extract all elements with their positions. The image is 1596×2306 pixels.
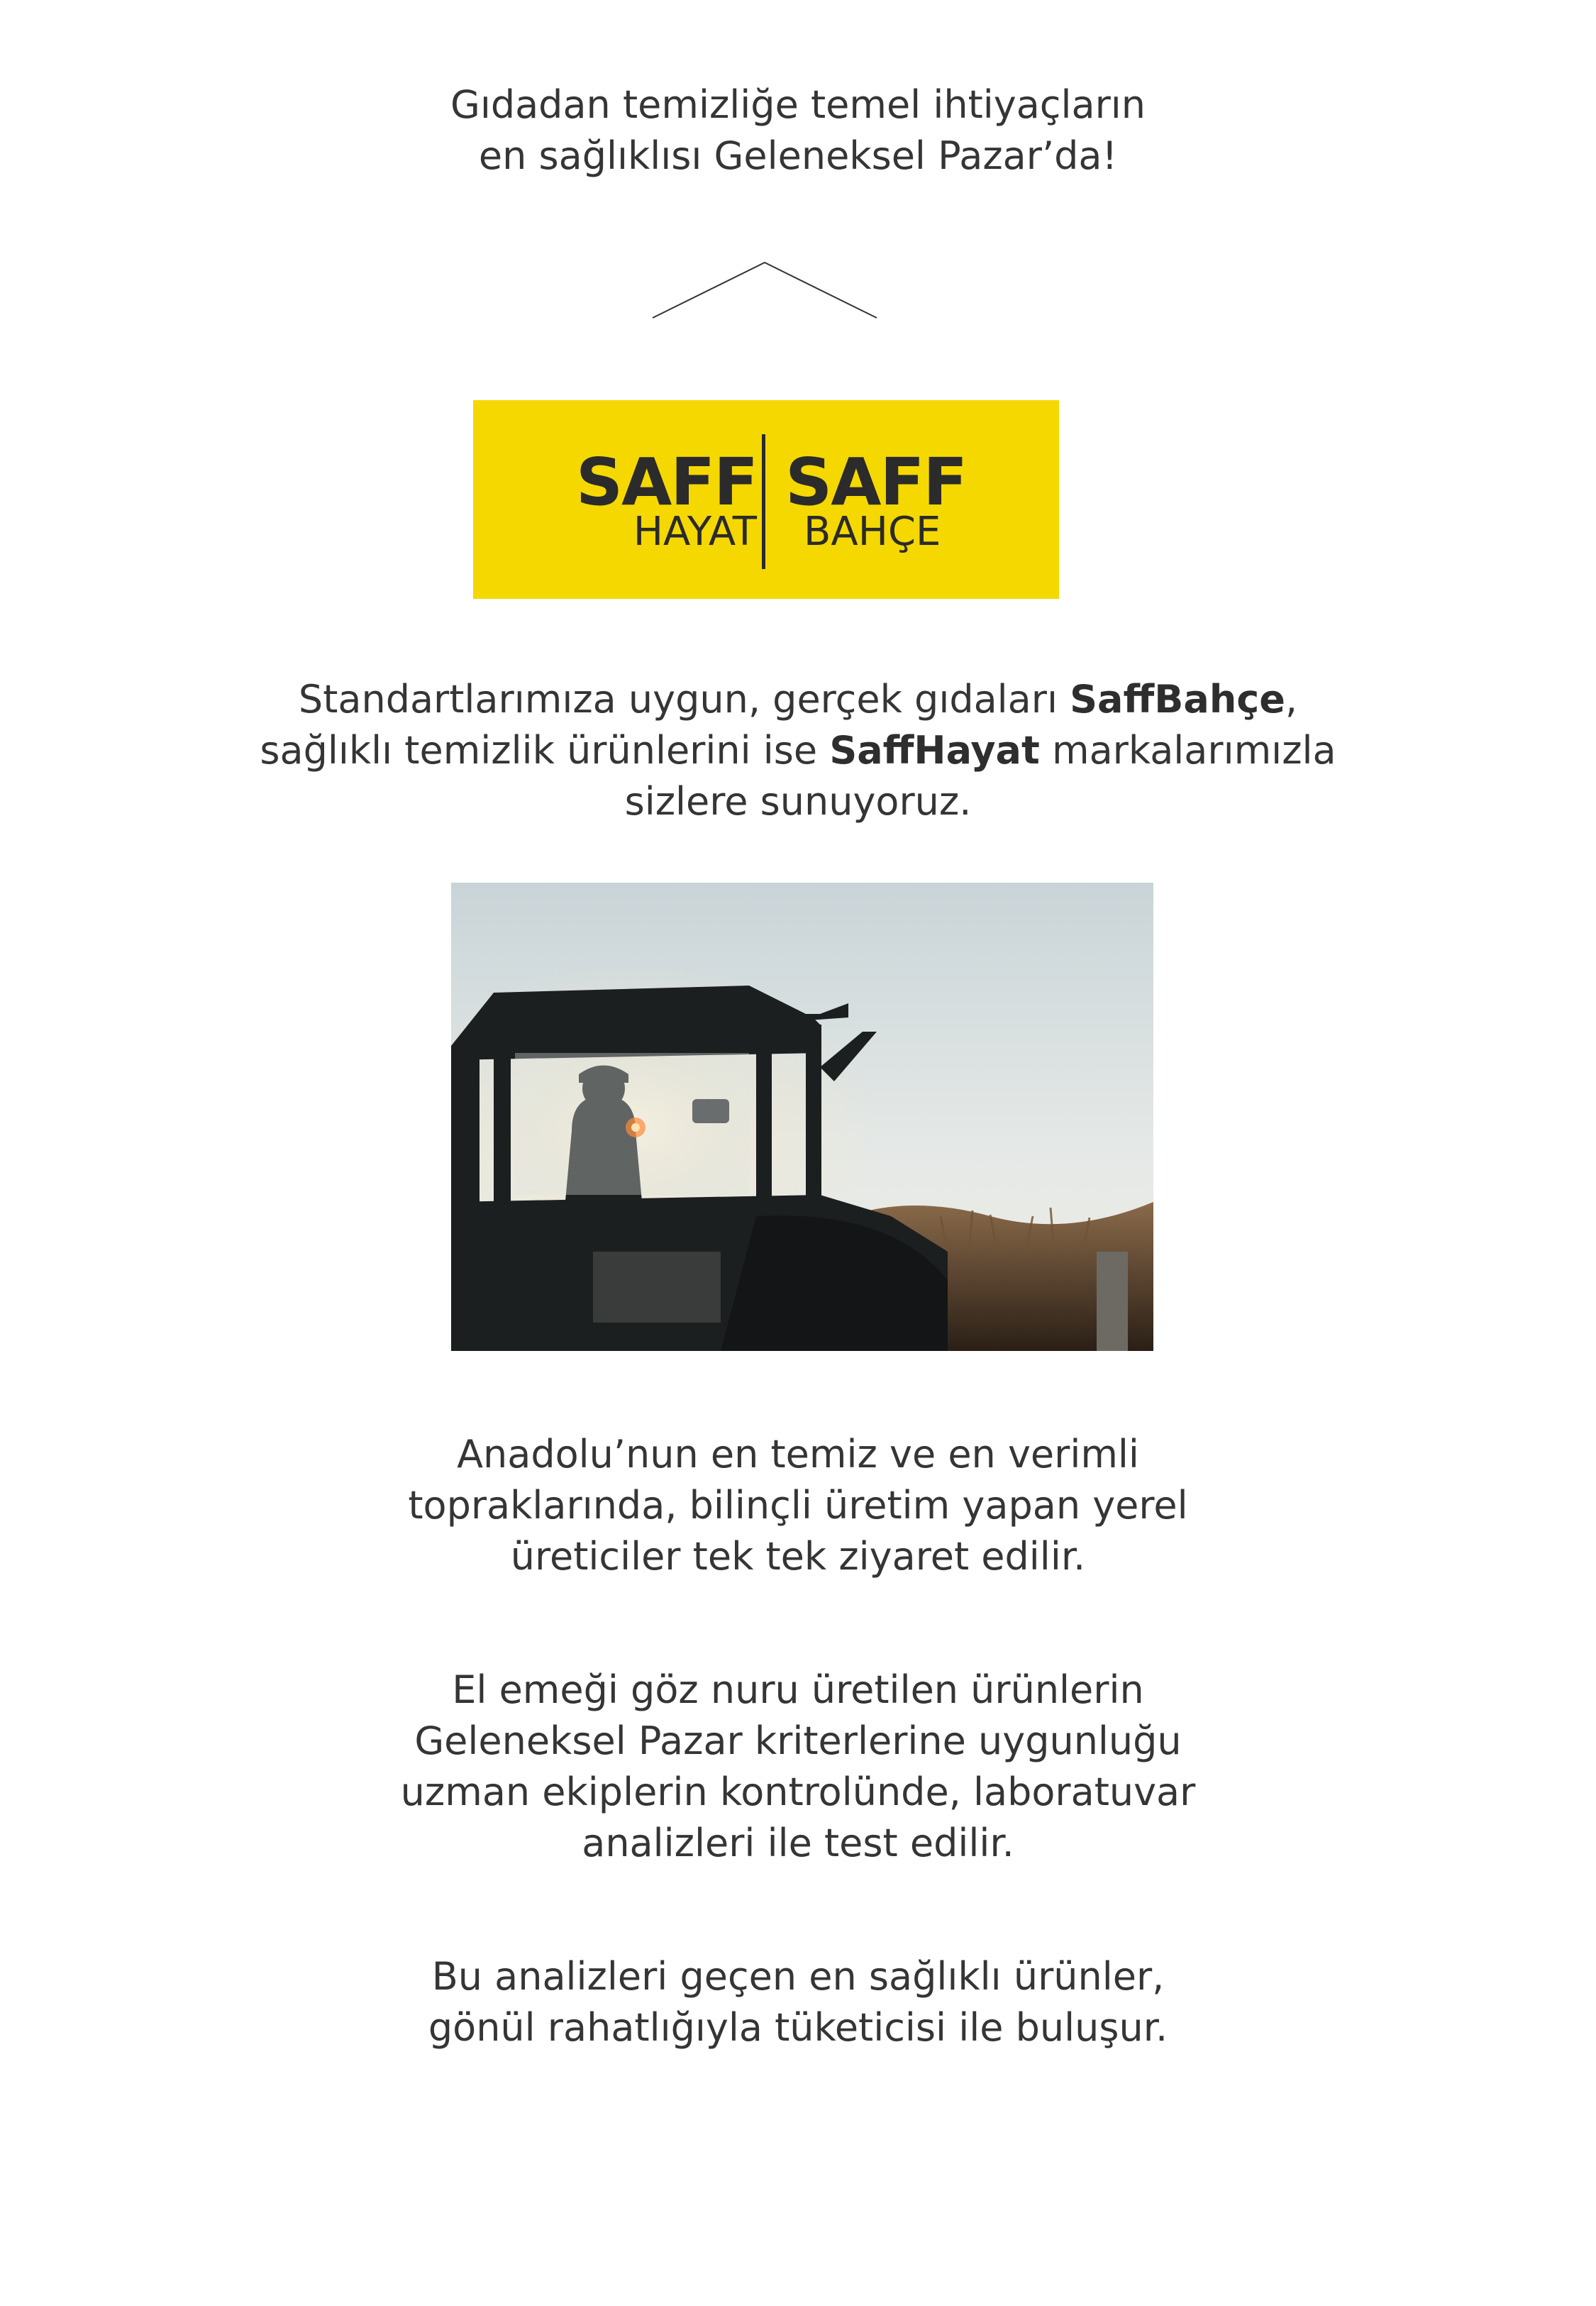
intro-line-1-end: ,	[1285, 677, 1298, 722]
tagline-line-2: en sağlıklısı Geleneksel Pazar’da!	[478, 133, 1118, 178]
p2-line-3: uzman ekiplerin kontrolünde, laboratuvar	[400, 1770, 1196, 1814]
roof-outline-icon	[651, 258, 878, 322]
logo-divider	[762, 434, 765, 569]
intro-line-1-text: Standartlarımıza uygun, gerçek gıdaları	[298, 677, 1070, 722]
tractor-photo-illustration	[451, 883, 1153, 1351]
brand-saffbahce: SaffBahçe	[1070, 677, 1285, 722]
p1-line-3: üreticiler tek tek ziyaret edilir.	[510, 1534, 1086, 1579]
p2-line-1: El emeği göz nuru üretilen ürünlerin	[452, 1667, 1144, 1712]
saff-hayat-logo-sub: HAYAT	[633, 509, 757, 555]
paragraph-producers	[0, 1429, 1596, 1582]
tagline-line-1: Gıdadan temizliğe temel ihtiyaçların	[450, 82, 1146, 127]
p2-line-2: Geleneksel Pazar kriterlerine uygunluğu	[414, 1719, 1182, 1763]
saff-hayat-logo-main: SAFF	[575, 444, 757, 520]
p2-line-4: analizleri ile test edilir.	[582, 1821, 1014, 1865]
saff-logo-banner	[473, 400, 1059, 599]
tagline	[0, 79, 1596, 182]
saff-hayat-logo	[544, 444, 757, 555]
intro-paragraph	[0, 674, 1596, 827]
paragraph-lab-tests	[0, 1665, 1596, 1869]
p3-line-1: Bu analizleri geçen en sağlıklı ürünler,	[431, 1954, 1165, 1999]
intro-line-1	[0, 674, 1596, 725]
p3-line-2: gönül rahatlığıyla tüketicisi ile buluşur.	[428, 2005, 1168, 2050]
saff-bahce-logo	[785, 444, 998, 555]
intro-line-2	[0, 725, 1596, 776]
tractor-silhouette-photo	[451, 883, 1153, 1351]
p1-line-2: topraklarında, bilinçli üretim yapan yerel	[408, 1483, 1188, 1528]
brand-saffhayat: SaffHayat	[829, 728, 1040, 773]
intro-line-2-text: sağlıklı temizlik ürünlerini ise	[260, 728, 830, 773]
intro-line-2-end: markalarımızla	[1039, 728, 1336, 773]
paragraph-consumer	[0, 1951, 1596, 2053]
saff-bahce-logo-sub: BAHÇE	[804, 509, 941, 555]
saff-bahce-logo-main: SAFF	[785, 444, 967, 520]
p1-line-1: Anadolu’nun en temiz ve en verimli	[457, 1432, 1139, 1477]
intro-line-3: sizlere sunuyoruz.	[624, 779, 972, 824]
